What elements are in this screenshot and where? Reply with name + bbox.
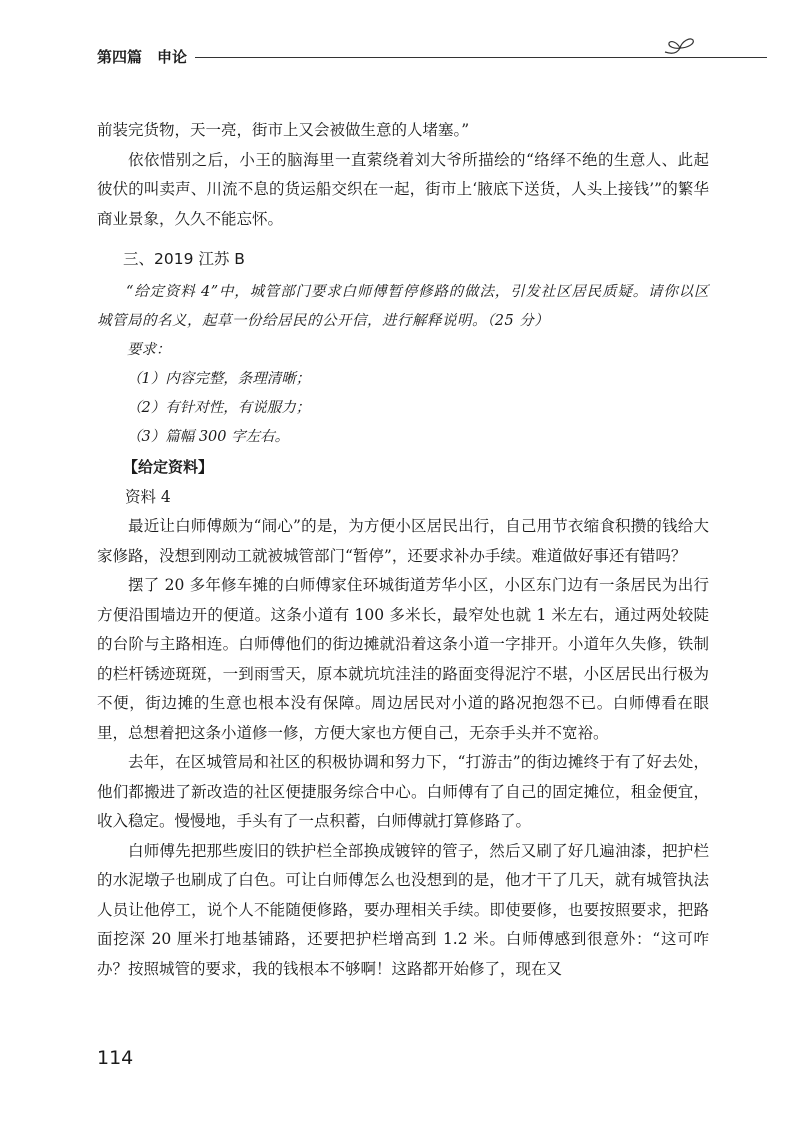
opening-paragraph-2: 依依惜别之后，小王的脑海里一直萦绕着刘大爷所描绘的“络绎不绝的生意人、此起彼伏的叫卖声、川流不息的货运船交织在一起，街市上‘腋底下送货，人头上接钱’”的繁华商业景象，久久不能忘怀。 [97,150,709,228]
material-paragraph-3: 去年，在区城管局和社区的积极协调和努力下，“打游击”的街边摊终于有了好去处，他们都搬进了新改造的社区便捷服务综合中心。白师傅有了自己的固定摊位，租金便宜，收入稳定。慢慢地，手头有了一点积蓄，白师傅就打算修路了。 [97,753,709,830]
requirement-item-1: （1）内容完整，条理清晰； [127,371,311,387]
page-body [97,116,709,984]
opening-paragraph-1: 前装完货物，天一亮，街市上又会被做生意的人堵塞。” [97,121,470,139]
materials-heading: 【给定资料】 [123,458,214,476]
sprout-leaf-icon [663,34,697,60]
requirement-item-3: （3）篇幅 300 字左右。 [127,429,290,445]
page-header [97,40,697,70]
material-title: 资料 4 [125,488,171,506]
requirement-item-2: （2）有针对性，有说服力； [127,400,311,416]
material-paragraph-1: 最近让白师傅颇为“闹心”的是，为方便小区居民出行，自己用节衣缩食积攒的钱给大家修路，没想到刚动工就被城管部门“暂停”，还要求补办手续。难道做好事还有错吗？ [97,517,709,565]
requirements-label: 要求： [127,342,171,358]
section-title: 三、2019 江苏 B [123,250,245,268]
material-paragraph-4: 白师傅先把那些废旧的铁护栏全部换成镀锌的管子，然后又刷了好几遍油漆，把护栏的水泥墩子也刷成了白色。可让白师傅怎么也没想到的是，他才干了几天，就有城管执法人员让他停工，说个人不能随便修路，要办理相关手续。即使要修，也要按照要求，把路面挖深 20 厘米打地基铺路，还要把护栏增高到 1.2 米。白师傅感到很意外：“这可咋办？按照城管的要求，我的钱根本不够啊！这路都开始修了，现在又 [97,841,709,978]
page-number: 114 [97,1047,134,1069]
question-text: “给定资料 4”中，城管部门要求白师傅暂停修路的做法，引发社区居民质疑。请你以区城管局的名义，起草一份给居民的公开信，进行解释说明。（25 分） [97,284,709,329]
material-paragraph-2: 摆了 20 多年修车摊的白师傅家住环城街道芳华小区，小区东门边有一条居民为出行方便沿围墙边开的便道。这条小道有 100 多米长，最窄处也就 1 米左右，通过两处较陡的台阶与主路相连。白师傅他们的街边摊就沿着这条小道一字排开。小道年久失修，铁制的栏杆锈迹斑斑，一到雨雪天，原本就坑坑洼洼的路面变得泥泞不堪，小区居民出行极为不便，街边摊的生意也根本没有保障。周边居民对小道的路况抱怨不已。白师傅看在眼里，总想着把这条小道修一修，方便大家也方便自己，无奈手头并不宽裕。 [97,576,709,742]
header-title: 第四篇 申论 [97,48,188,66]
